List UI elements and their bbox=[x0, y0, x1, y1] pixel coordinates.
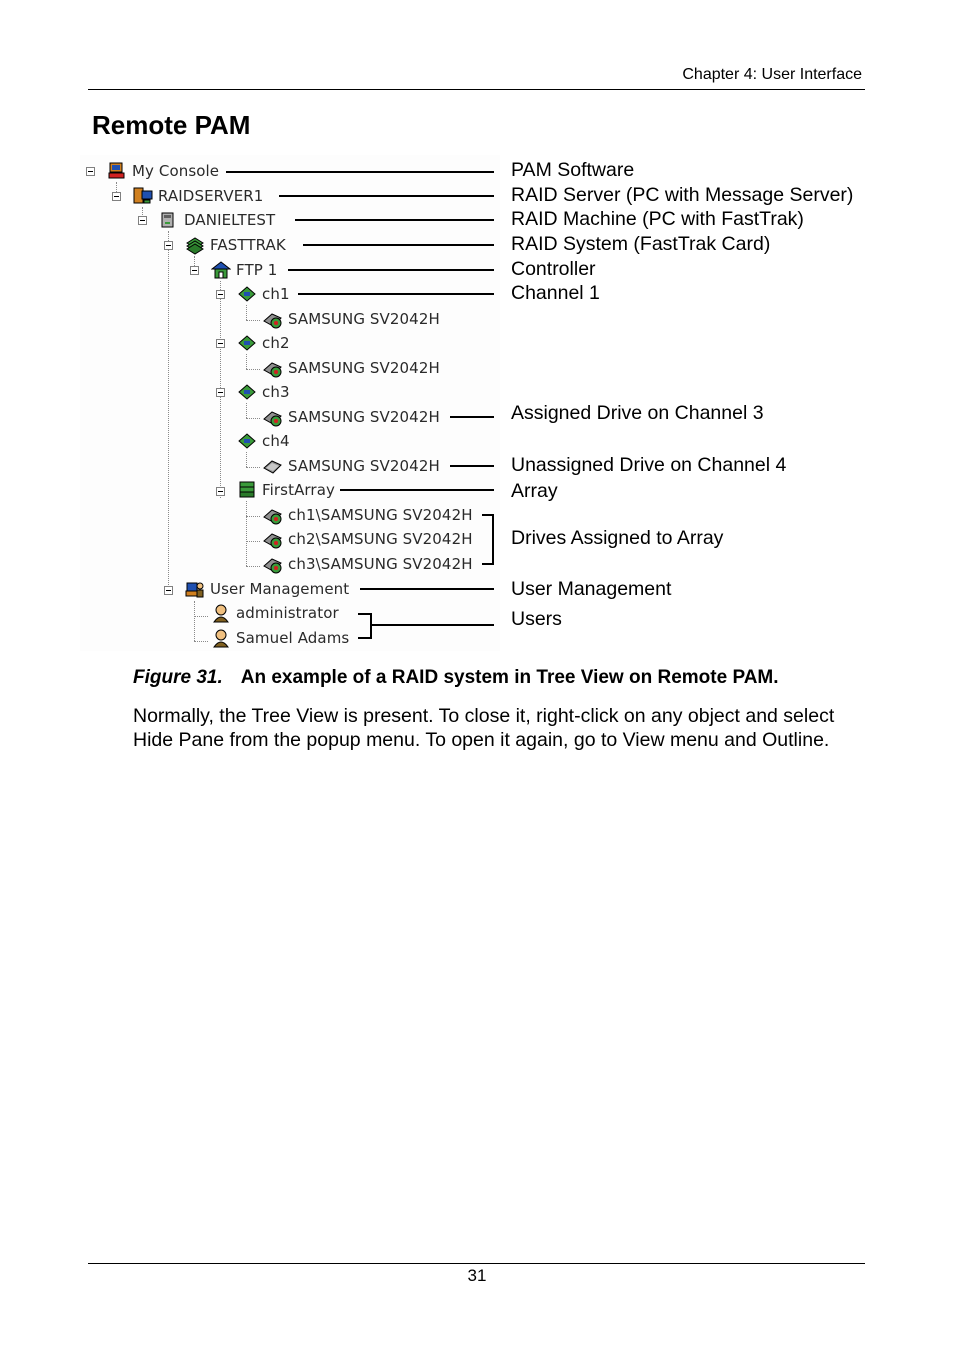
tree-node-ch3[interactable] bbox=[237, 381, 290, 403]
tree-node-my-console[interactable] bbox=[107, 160, 219, 182]
tree-node-user-samuel-adams[interactable] bbox=[211, 627, 349, 649]
node-label: ch1 bbox=[262, 285, 290, 303]
assigned-drive-icon bbox=[263, 505, 283, 525]
node-label: ch4 bbox=[262, 432, 290, 450]
assigned-drive-icon bbox=[263, 309, 283, 329]
leader-line bbox=[303, 244, 494, 246]
node-label: User Management bbox=[210, 580, 350, 598]
node-label: DANIELTEST bbox=[184, 211, 276, 229]
channel-icon bbox=[237, 284, 257, 304]
array-icon bbox=[237, 480, 257, 500]
machine-icon bbox=[159, 210, 179, 230]
node-label: ch2\SAMSUNG SV2042H bbox=[288, 530, 473, 548]
bracket-line bbox=[492, 514, 494, 565]
tree-node-raidserver1[interactable] bbox=[133, 185, 263, 207]
leader-line bbox=[295, 219, 494, 221]
channel-icon bbox=[237, 333, 257, 353]
tree-node-array-drive[interactable] bbox=[263, 528, 473, 550]
node-label: ch1\SAMSUNG SV2042H bbox=[288, 506, 473, 524]
node-label: FirstArray bbox=[262, 481, 335, 499]
tree-connector bbox=[246, 566, 260, 567]
tree-node-drive[interactable] bbox=[263, 406, 440, 428]
leader-line bbox=[450, 416, 494, 418]
collapse-toggle[interactable] bbox=[86, 167, 95, 176]
tree-connector bbox=[246, 354, 247, 369]
assigned-drive-icon bbox=[263, 554, 283, 574]
callout-label: Users bbox=[511, 608, 562, 630]
collapse-toggle[interactable] bbox=[164, 241, 173, 250]
tree-connector bbox=[194, 641, 208, 642]
tree-connector bbox=[246, 541, 260, 542]
chapter-title: Chapter 4: User Interface bbox=[682, 66, 862, 83]
tree-node-user-administrator[interactable] bbox=[211, 602, 339, 624]
channel-icon bbox=[237, 431, 257, 451]
collapse-toggle[interactable] bbox=[216, 487, 225, 496]
tree-node-fasttrak[interactable] bbox=[185, 234, 286, 256]
leader-line bbox=[370, 624, 494, 626]
section-title: Remote PAM bbox=[92, 110, 251, 140]
raid-card-icon bbox=[185, 235, 205, 255]
callout-label: Assigned Drive on Channel 3 bbox=[511, 402, 764, 424]
leader-line bbox=[279, 195, 494, 197]
tree-node-drive[interactable] bbox=[263, 455, 440, 477]
collapse-toggle[interactable] bbox=[216, 339, 225, 348]
collapse-toggle[interactable] bbox=[190, 266, 199, 275]
node-label: SAMSUNG SV2042H bbox=[288, 359, 440, 377]
leader-line bbox=[360, 588, 494, 590]
user-icon bbox=[211, 603, 231, 623]
tree-connector bbox=[246, 369, 260, 370]
node-label: ch2 bbox=[262, 334, 290, 352]
callout-label: Array bbox=[511, 480, 558, 502]
tree-node-firstarray[interactable] bbox=[237, 479, 335, 501]
leader-line bbox=[226, 171, 494, 173]
console-icon bbox=[107, 161, 127, 181]
figure-number: Figure 31. bbox=[133, 667, 223, 688]
footer-rule bbox=[88, 1263, 865, 1264]
callout-label: Unassigned Drive on Channel 4 bbox=[511, 454, 787, 476]
tree-node-user-management[interactable] bbox=[185, 578, 349, 600]
leader-line bbox=[450, 465, 494, 467]
tree-connector bbox=[246, 320, 260, 321]
node-label: SAMSUNG SV2042H bbox=[288, 408, 440, 426]
callout-label: RAID Machine (PC with FastTrak) bbox=[511, 208, 804, 230]
callout-label: Controller bbox=[511, 258, 596, 280]
callout-label: Drives Assigned to Array bbox=[511, 527, 724, 549]
figure-caption-text: An example of a RAID system in Tree View on Remote PAM. bbox=[240, 667, 779, 688]
leader-line bbox=[288, 269, 494, 271]
node-label: RAIDSERVER1 bbox=[158, 187, 264, 205]
unassigned-drive-icon bbox=[263, 456, 283, 476]
tree-connector bbox=[246, 501, 247, 566]
callout-label: RAID System (FastTrak Card) bbox=[511, 233, 771, 255]
controller-icon bbox=[211, 260, 231, 280]
server-icon bbox=[133, 186, 153, 206]
header-rule bbox=[88, 89, 865, 90]
user-icon bbox=[211, 628, 231, 648]
assigned-drive-icon bbox=[263, 407, 283, 427]
tree-connector bbox=[168, 231, 169, 591]
tree-view-figure bbox=[80, 155, 860, 651]
assigned-drive-icon bbox=[263, 358, 283, 378]
tree-connector bbox=[246, 418, 260, 419]
tree-node-drive[interactable] bbox=[263, 357, 440, 379]
callout-label: RAID Server (PC with Message Server) bbox=[511, 184, 854, 206]
tree-node-array-drive[interactable] bbox=[263, 553, 473, 575]
tree-connector bbox=[246, 403, 247, 418]
tree-connector bbox=[194, 616, 208, 617]
tree-connector bbox=[246, 467, 260, 468]
node-label: ch3 bbox=[262, 383, 290, 401]
node-label: Samuel Adams bbox=[236, 629, 350, 647]
channel-icon bbox=[237, 382, 257, 402]
tree-view-pane bbox=[80, 155, 500, 651]
tree-node-drive[interactable] bbox=[263, 308, 440, 330]
collapse-toggle[interactable] bbox=[216, 388, 225, 397]
assigned-drive-icon bbox=[263, 529, 283, 549]
tree-node-ch1[interactable] bbox=[237, 283, 290, 305]
callout-label: User Management bbox=[511, 578, 672, 600]
collapse-toggle[interactable] bbox=[138, 216, 147, 225]
collapse-toggle[interactable] bbox=[164, 586, 173, 595]
tree-node-array-drive[interactable] bbox=[263, 504, 473, 526]
callout-label: PAM Software bbox=[511, 159, 635, 181]
node-label: ch3\SAMSUNG SV2042H bbox=[288, 555, 473, 573]
node-label: My Console bbox=[132, 162, 220, 180]
tree-node-ftp1[interactable] bbox=[211, 259, 277, 281]
tree-connector bbox=[246, 516, 260, 517]
user-management-icon bbox=[185, 579, 205, 599]
tree-node-danieltest[interactable] bbox=[159, 209, 275, 231]
bracket-line bbox=[370, 613, 372, 639]
callout-label: Channel 1 bbox=[511, 282, 600, 304]
tree-connector bbox=[246, 305, 247, 320]
leader-line bbox=[340, 489, 494, 491]
tree-connector bbox=[246, 452, 247, 467]
tree-node-ch4[interactable] bbox=[237, 430, 290, 452]
node-label: FASTTRAK bbox=[210, 236, 286, 254]
leader-line bbox=[298, 293, 494, 295]
page-number: 31 bbox=[467, 1266, 487, 1285]
tree-connector bbox=[194, 601, 195, 641]
body-paragraph: Normally, the Tree View is present. To close it, right-click on any object and select Hide Pane from the popup menu. To open it again, go to View menu and Outline. bbox=[133, 705, 835, 751]
node-label: administrator bbox=[236, 604, 339, 622]
tree-node-ch2[interactable] bbox=[237, 332, 290, 354]
collapse-toggle[interactable] bbox=[216, 290, 225, 299]
node-label: FTP 1 bbox=[236, 261, 278, 279]
node-label: SAMSUNG SV2042H bbox=[288, 310, 440, 328]
node-label: SAMSUNG SV2042H bbox=[288, 457, 440, 475]
collapse-toggle[interactable] bbox=[112, 192, 121, 201]
figure-caption bbox=[133, 667, 779, 689]
